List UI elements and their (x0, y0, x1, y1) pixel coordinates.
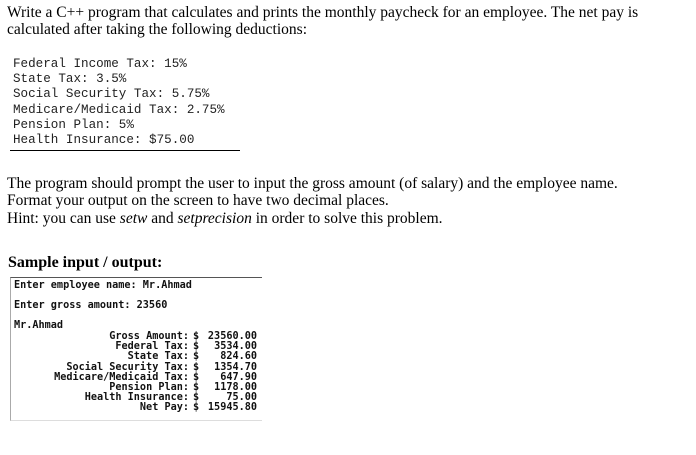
deduction-federal-income-tax: Federal Income Tax: 15% (13, 57, 187, 71)
currency-symbol: $ (193, 382, 200, 394)
deduction-pension-plan: Pension Plan: 5% (13, 117, 134, 132)
table-row (11, 403, 257, 413)
hint-suffix: in order to solve this problem. (251, 209, 443, 227)
row-amount: 15945.80 (207, 402, 257, 414)
row-label: Social Security Tax: (66, 361, 189, 373)
hint-setprecision: setprecision (177, 209, 252, 227)
instructions-paragraph (7, 175, 687, 227)
row-label: Health Insurance: (84, 392, 189, 404)
currency-symbol: $ (193, 361, 200, 373)
currency-symbol: $ (193, 402, 200, 414)
currency-symbol: $ (193, 341, 200, 353)
row-amount: 23560.00 (207, 331, 257, 342)
hint-setw: setw (119, 209, 148, 227)
deduction-medicare-tax: Medicare/Medicaid Tax: 2.75% (13, 102, 225, 117)
currency-symbol: $ (193, 351, 200, 363)
row-label: State Tax: (127, 351, 189, 363)
intro-paragraph (7, 4, 687, 38)
currency-symbol: $ (193, 371, 200, 383)
console-output (10, 277, 262, 421)
currency-symbol: $ (193, 331, 200, 342)
hint-and: and (147, 209, 178, 227)
row-amount: 1178.00 (214, 382, 257, 394)
row-amount: 1354.70 (214, 361, 257, 373)
deduction-health-insurance: Health Insurance: $75.00 (13, 133, 195, 148)
row-amount: 824.60 (220, 351, 257, 363)
prompt-employee-name: Enter employee name: Mr.Ahmad (14, 280, 192, 291)
deduction-state-tax: State Tax: 3.5% (13, 72, 127, 87)
hint-prefix: Hint: you can use (7, 209, 120, 227)
row-amount: 647.90 (220, 371, 257, 383)
row-amount: 3534.00 (214, 341, 257, 353)
intro-line-1: Write a C++ program that calculates and prints the monthly paycheck for an employee. The net pay is (7, 4, 639, 21)
instructions-line-2: Format your output on the screen to have two decimal places. (7, 192, 389, 210)
row-label: Pension Plan: (109, 382, 189, 394)
deduction-social-security-tax: Social Security Tax: 5.75% (13, 87, 210, 102)
instructions-line-1: The program should prompt the user to input the gross amount (of salary) and the employee name. (7, 175, 618, 192)
sample-heading: Sample input / output: (8, 254, 163, 271)
employee-name-echo: Mr.Ahmad (14, 320, 64, 331)
currency-symbol: $ (193, 392, 200, 404)
deductions-list (10, 57, 240, 151)
hint-line (7, 210, 687, 227)
row-label: Gross Amount: (109, 331, 189, 342)
paycheck-table (11, 332, 257, 414)
row-label: Net Pay: (139, 402, 189, 414)
row-label: Federal Tax: (115, 341, 189, 353)
intro-line-2: calculated after taking the following deductions: (7, 21, 307, 38)
row-amount: 75.00 (226, 392, 257, 404)
row-label: Medicare/Medicaid Tax: (54, 371, 189, 383)
prompt-gross-amount: Enter gross amount: 23560 (14, 300, 168, 311)
